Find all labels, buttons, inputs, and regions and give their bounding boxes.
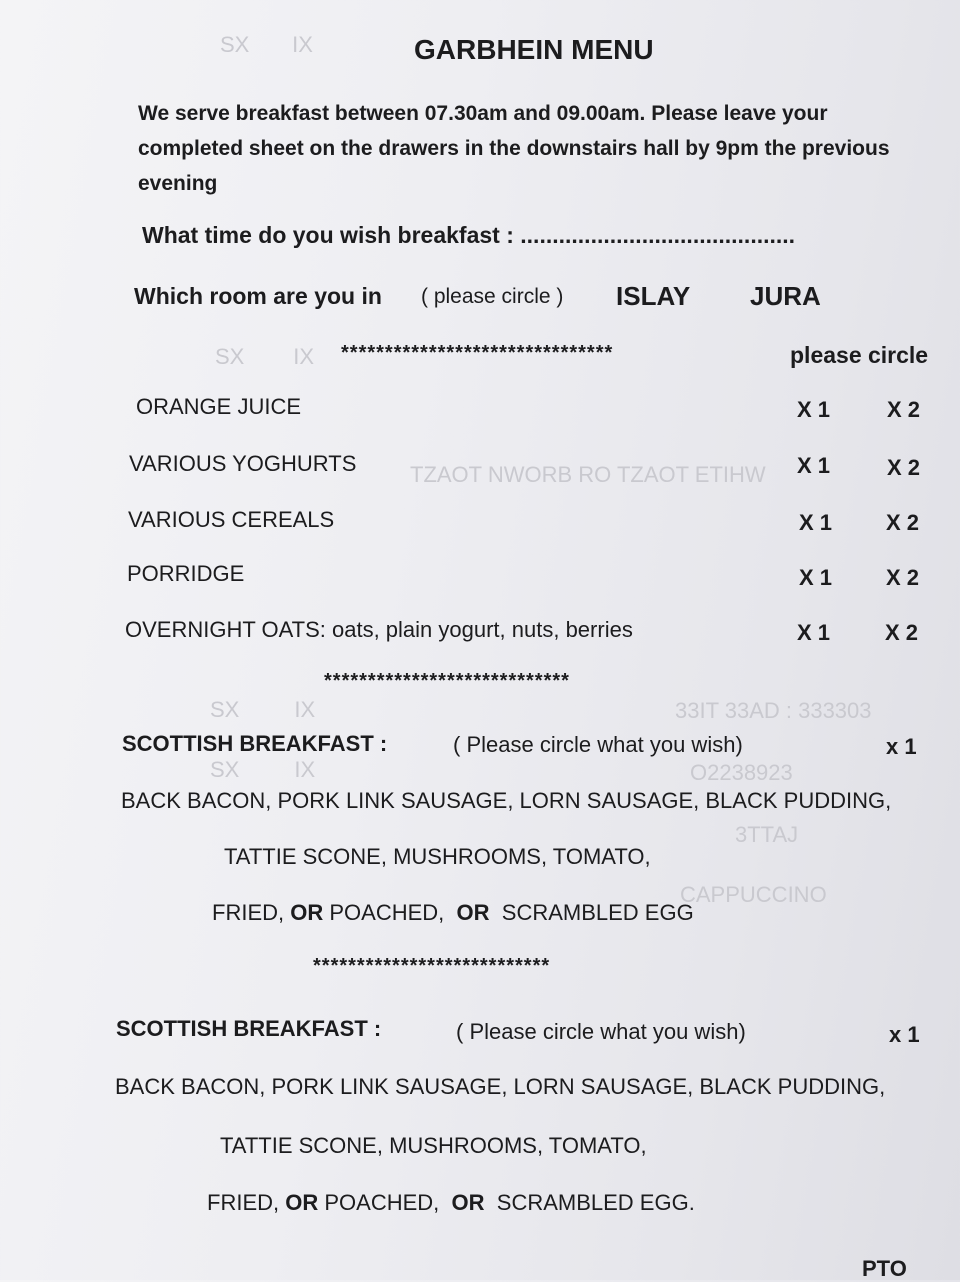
show-through-text: O2238923	[690, 760, 793, 785]
separator: ****************************	[324, 670, 570, 692]
breakfast-1-qty[interactable]: x 1	[886, 734, 917, 759]
qty-option-x2[interactable]: X 2	[887, 397, 921, 422]
qty-option-x1[interactable]: X 1	[799, 565, 833, 590]
menu-item-cereals: VARIOUS CEREALS	[128, 507, 335, 532]
egg-option-scrambled[interactable]: SCRAMBLED EGG	[501, 900, 694, 925]
egg-option-scrambled[interactable]: SCRAMBLED EGG.	[496, 1190, 695, 1215]
qty-option-x2[interactable]: X 2	[887, 455, 921, 480]
breakfast-1-note: ( Please circle what you wish)	[453, 732, 743, 757]
egg-option-poached[interactable]: POACHED,	[324, 1190, 440, 1215]
qty-option-x1[interactable]: X 1	[797, 620, 831, 645]
pto-label: PTO	[862, 1256, 907, 1281]
qty-option-x1[interactable]: X 1	[797, 397, 831, 422]
qty-option-x2[interactable]: X 2	[886, 565, 920, 590]
breakfast-1-heading: SCOTTISH BREAKFAST :	[122, 731, 388, 756]
please-circle-label: please circle	[790, 342, 929, 368]
page-title: GARBHEIN MENU	[414, 34, 654, 65]
menu-item-porridge: PORRIDGE	[127, 561, 245, 586]
qty-option-x2[interactable]: X 2	[886, 510, 920, 535]
breakfast-2-egg-line	[207, 1190, 695, 1216]
menu-item-overnight-oats: OVERNIGHT OATS: oats, plain yogurt, nuts, berries	[125, 617, 633, 642]
breakfast-2-heading: SCOTTISH BREAKFAST :	[116, 1016, 382, 1041]
show-through-text: 3TTAJ	[735, 822, 799, 847]
egg-option-poached[interactable]: POACHED,	[329, 900, 445, 925]
or-label: OR	[451, 1190, 485, 1215]
egg-option-fried[interactable]: FRIED,	[207, 1190, 280, 1215]
qty-option-x1[interactable]: X 1	[799, 510, 833, 535]
breakfast-2-note: ( Please circle what you wish)	[456, 1019, 746, 1044]
qty-option-x1[interactable]: X 1	[797, 453, 831, 478]
breakfast-1-items-line-2: TATTIE SCONE, MUSHROOMS, TOMATO,	[224, 844, 651, 869]
room-question: Which room are you in	[134, 283, 382, 309]
breakfast-2-items-line-1: BACK BACON, PORK LINK SAUSAGE, LORN SAUSAGE, BLACK PUDDING,	[115, 1074, 886, 1099]
qty-option-x2[interactable]: X 2	[885, 620, 919, 645]
room-option-islay[interactable]: ISLAY	[616, 281, 691, 311]
show-through-text: 33IT 33AD : 333303	[675, 698, 872, 723]
or-label: OR	[290, 900, 324, 925]
menu-item-orange-juice: ORANGE JUICE	[136, 394, 302, 419]
breakfast-2-items-line-2: TATTIE SCONE, MUSHROOMS, TOMATO,	[220, 1133, 647, 1158]
intro-line-2: completed sheet on the drawers in the downstairs hall by 9pm the previous	[138, 137, 890, 160]
show-through-text: TZAOT NWORB RO TZAOT ETIHW	[410, 462, 766, 487]
breakfast-2-qty[interactable]: x 1	[889, 1022, 920, 1047]
or-label: OR	[456, 900, 490, 925]
show-through-text: CAPPUCCINO	[680, 882, 827, 907]
menu-item-yoghurts: VARIOUS YOGHURTS	[129, 451, 357, 476]
breakfast-1-items-line-1: BACK BACON, PORK LINK SAUSAGE, LORN SAUSAGE, BLACK PUDDING,	[121, 788, 892, 813]
show-through-text: SX IX	[210, 757, 316, 782]
or-label: OR	[285, 1190, 319, 1215]
breakfast-1-egg-line	[212, 900, 694, 926]
intro-line-1: We serve breakfast between 07.30am and 09.00am. Please leave your	[138, 102, 828, 125]
show-through-text: SX IX	[210, 697, 316, 722]
room-circle-note: ( please circle )	[421, 285, 564, 308]
intro-line-3: evening	[138, 172, 218, 195]
show-through-text: SX IX	[215, 344, 315, 369]
time-answer-field[interactable]: ...........................................	[520, 222, 796, 248]
separator: *******************************	[341, 342, 614, 364]
show-through-text: SX IX	[220, 32, 313, 57]
time-question	[142, 222, 795, 249]
separator: ***************************	[313, 955, 551, 977]
intro-text	[138, 96, 943, 201]
room-option-jura[interactable]: JURA	[750, 281, 821, 311]
time-question-label: What time do you wish breakfast :	[142, 222, 514, 248]
egg-option-fried[interactable]: FRIED,	[212, 900, 285, 925]
